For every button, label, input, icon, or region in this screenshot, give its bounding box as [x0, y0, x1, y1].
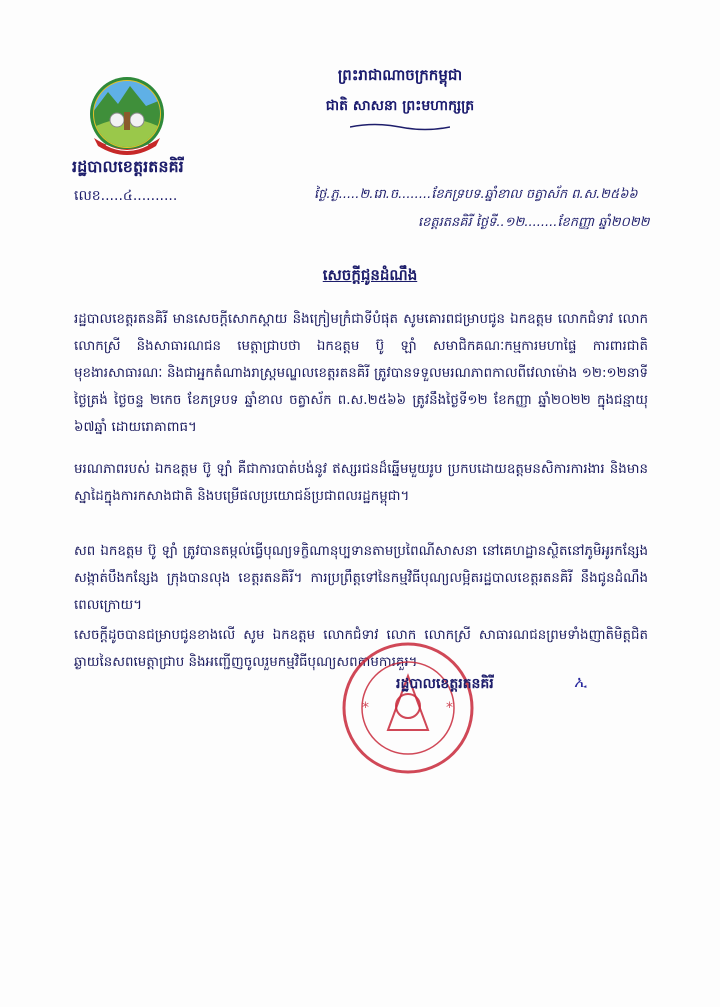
lunar-date-line: ថ្ងៃ.ភ្ង.....២.រោ.ច........ខែភទ្របទ.ឆ្នាំខាល ចត្វាស័ក ព.ស.២៥៦៦ [314, 187, 638, 202]
ornamental-divider [350, 122, 450, 132]
paragraph-funeral-location: សព ឯកឧត្តម ប៊ូ ឡាំ ត្រូវបានតម្កល់ធ្វើបុណ្យទក្ខិណានុប្បទានតាមប្រពៃណីសាសនា នៅគេហដ្ឋានស្ថិតនៅភូមិអូរកន្សែង សង្កាត់បឹងកន្សែង ក្រុងបានលុង ខេត្តរតនគិរី។ ការប្រព្រឹត្តទៅនៃកម្មវិធីបុណ្យលម្អិតរដ្ឋបាលខេត្តរតនគិរី នឹងជូនដំណឹងពេលក្រោយ។ [74, 544, 648, 613]
reference-number: លេខ.....៤.......... [74, 188, 178, 204]
issuing-organization-name: រដ្ឋបាលខេត្តរតនគិរី [72, 157, 184, 176]
document-title: សេចក្តីជូនដំណឹង [322, 266, 418, 284]
paragraph-announcement: រដ្ឋបាលខេត្តរតនគិរី មានសេចក្តីសោកស្តាយ និងក្រៀមក្រំជាទីបំផុត សូមគោរពជម្រាបជូន ឯកឧត្តម លោកជំទាវ លោក លោកស្រី និងសាធារណជន មេត្តាជ្រាបថា ឯកឧត្តម ប៊ូ ឡាំ សមាជិកគណៈកម្មការមហាផ្ទៃ ការពារជាតិ មុខងារសាធារណៈ និងជាអ្នកតំណាងរាស្រ្តមណ្ឌលខេត្តរតនគិរី ត្រូវបានទទួលមរណភាពកាលពីវេលាម៉ោង ១២:១២នាទីថ្ងៃត្រង់ ថ្ងៃចន្ទ ២កេច ខែភទ្របទ ឆ្នាំខាល ចត្វាស័ក ព.ស.២៥៦៦ ត្រូវនឹងថ្ងៃទី១២ ខែកញ្ញា ឆ្នាំ២០២២ ក្នុងជន្មាយុ ៦៧ឆ្នាំ ដោយរោគាពាធ។ [74, 312, 648, 435]
kingdom-heading: ព្រះរាជាណាចក្រកម្ពុជា [337, 66, 463, 84]
official-red-seal-stamp [340, 640, 476, 776]
national-motto: ជាតិ សាសនា ព្រះមហាក្សត្រ [325, 98, 475, 114]
handwritten-signature: ኢ [574, 672, 588, 691]
signatory-organization: រដ្ឋបាលខេត្តរតនគិរី [396, 676, 494, 692]
solar-date-line: ខេត្តរតនគិរី ថ្ងៃទី..១២........ខែកញ្ញា ឆ្នាំ២០២២ [418, 215, 650, 230]
paragraph-tribute: មរណភាពរបស់ ឯកឧត្តម ប៊ូ ឡាំ គឺជាការបាត់បង់នូវ ឥស្សរជនដ៏ឆ្នើមមួយរូប ប្រកបដោយឧត្តមនសិការការងារ និងមានស្នាដៃក្នុងការកសាងជាតិ និងបម្រើផលប្រយោជន៍ប្រជាពលរដ្ឋកម្ពុជា។ [74, 462, 648, 504]
provincial-emblem-logo [86, 72, 168, 158]
paragraph-closing: សេចក្តីដូចបានជម្រាបជូនខាងលើ សូម ឯកឧត្តម លោកជំទាវ លោក លោកស្រី សាធារណជនព្រមទាំងញាតិមិត្តជិតឆ្ងាយនៃសពមេត្តាជ្រាប និងអញ្ជើញចូលរួមកម្មវិធីបុណ្យសពតាមការគួរ។ [74, 628, 648, 670]
svg-text:*: * [362, 700, 369, 716]
svg-text:*: * [446, 700, 453, 716]
